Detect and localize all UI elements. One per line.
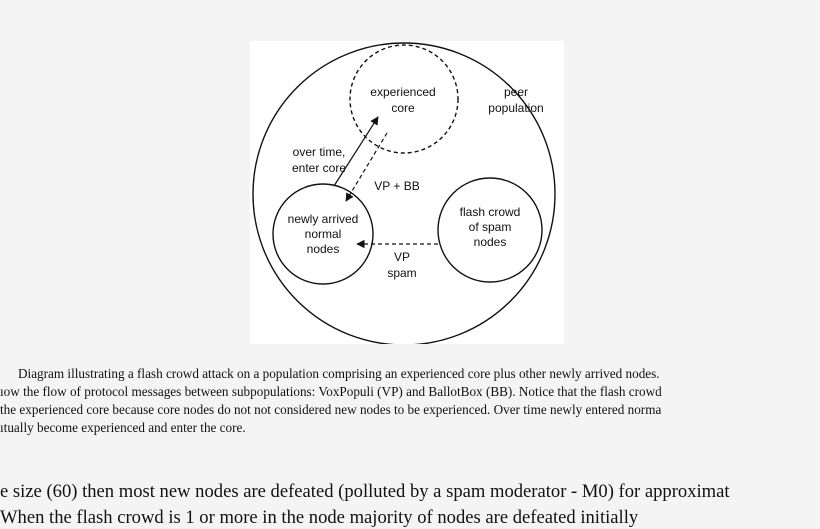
caption-line-3: the experienced core because core nodes do not not considered new nodes to be experienced. Over time newly entered norma <box>0 402 662 417</box>
label-spam: spam <box>387 266 417 280</box>
label-peer: peer <box>503 85 529 99</box>
label-newly-arrived: newly arrived <box>287 212 359 226</box>
body-text-line-1: e size (60) then most new nodes are defeated (polluted by a spam moderator - M0) for approximat <box>0 481 730 502</box>
label-vp: VP <box>393 250 411 264</box>
label-over-time: over time, <box>292 145 346 159</box>
caption-line-1: Diagram illustrating a flash crowd attack on a population comprising an experienced core plus other newly arrived nodes. <box>18 366 660 381</box>
experienced-core-circle <box>350 45 458 153</box>
caption-line-4: ıtually become experienced and enter the core. <box>0 420 246 435</box>
caption-line-2: ıow the flow of protocol messages between subpopulations: VoxPopuli (VP) and BallotBox (BB). Notice that the flash crowd <box>0 384 662 399</box>
flash-crowd-diagram <box>250 41 564 344</box>
diagram-figure <box>250 41 564 344</box>
label-nodes-new: nodes <box>306 242 340 256</box>
label-experienced: experienced <box>370 85 436 99</box>
label-enter-core: enter core <box>291 161 347 175</box>
label-population: population <box>488 101 544 115</box>
label-flash-crowd: flash crowd <box>459 205 521 219</box>
label-core: core <box>391 101 415 115</box>
body-text-line-2: When the flash crowd is 1 or more in the node majority of nodes are defeated initially <box>0 507 639 528</box>
label-nodes-spam: nodes <box>473 235 507 249</box>
label-of-spam: of spam <box>468 220 512 234</box>
label-normal: normal <box>304 227 342 241</box>
label-vp-bb: VP + BB <box>374 179 420 193</box>
